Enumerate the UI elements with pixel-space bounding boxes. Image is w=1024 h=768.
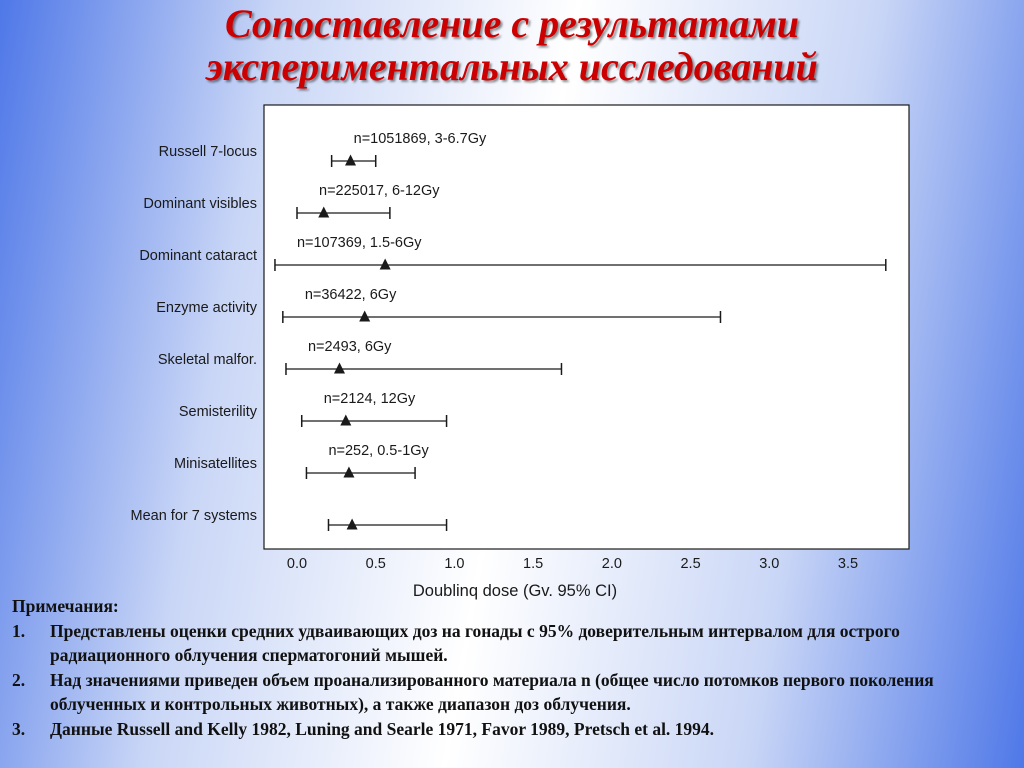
row-annotation: n=107369, 1.5-6Gy: [296, 235, 422, 251]
x-axis-label: Doublinq dose (Gv. 95% CI): [412, 582, 618, 600]
plot-frame: [264, 105, 909, 549]
note-item-3: [12, 717, 1017, 742]
row-annotation: n=225017, 6-12Gy: [319, 183, 440, 199]
note-text-3: Данные Russell and Kelly 1982, Luning and Searle 1971, Favor 1989, Pretsch et al. 1994.: [50, 718, 715, 739]
slide-title: [0, 2, 1024, 88]
note-number-2: 2.: [12, 669, 26, 690]
note-item-2: [12, 668, 1017, 717]
row-annotation: n=36422, 6Gy: [304, 287, 397, 303]
doubling-dose-chart: [100, 100, 910, 600]
row-label: Enzyme activity: [156, 300, 257, 316]
notes-block: [12, 594, 1017, 741]
x-tick-label: 1.5: [523, 556, 544, 572]
row-annotation: n=2493, 6Gy: [307, 339, 392, 355]
row-label: Semisterility: [178, 404, 257, 420]
row-label: Dominant cataract: [139, 248, 257, 264]
row-label: Skeletal malfor.: [157, 352, 257, 368]
row-annotation: n=252, 0.5-1Gy: [328, 443, 429, 459]
row-label: Mean for 7 systems: [130, 508, 257, 524]
x-tick-label: 2.0: [601, 556, 622, 572]
x-tick-label: 3.5: [837, 556, 859, 572]
notes-heading: Примечания:: [12, 596, 119, 616]
x-tick-label: 3.0: [759, 556, 780, 572]
row-label: Dominant visibles: [143, 196, 257, 212]
row-annotation: n=2124, 12Gy: [323, 391, 416, 407]
note-number-3: 3.: [12, 718, 26, 739]
x-tick-label: 0.5: [365, 556, 386, 572]
note-text-1: Представлены оценки средних удваивающих доз на гонады с 95% доверительным интервалом для острого радиационного облучения сперматогоний мышей.: [50, 620, 900, 665]
note-item-1: [12, 619, 1017, 668]
row-label: Minisatellites: [174, 456, 257, 472]
row-label: Russell 7-locus: [158, 144, 257, 160]
slide-title-line-1: Сопоставление с результатами: [224, 1, 800, 46]
note-text-2: Над значениями приведен объем проанализированного материала n (общее число потомков первого поколения облученных и контрольных животных), а также диапазон доз облучения.: [50, 669, 934, 714]
x-tick-label: 0.0: [286, 556, 308, 572]
row-annotation: n=1051869, 3-6.7Gy: [353, 131, 487, 147]
x-tick-label: 1.0: [444, 556, 465, 572]
slide-title-line-2: экспериментальных исследований: [206, 44, 818, 89]
note-number-1: 1.: [12, 620, 26, 641]
x-tick-label: 2.5: [680, 556, 701, 572]
